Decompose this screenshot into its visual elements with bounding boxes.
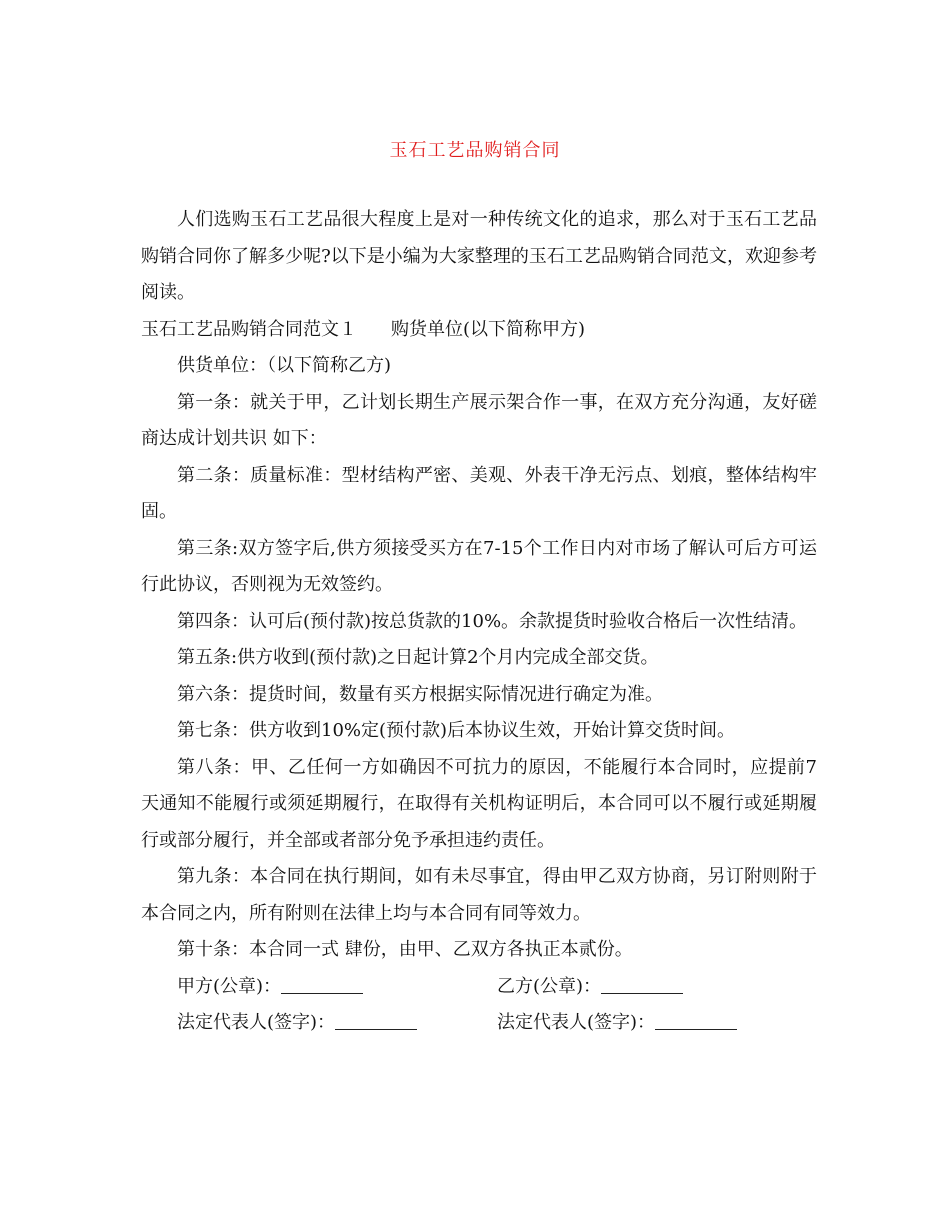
clause-7: 第七条：供方收到10%定(预付款)后本协议生效，开始计算交货时间。 (177, 720, 736, 741)
party-b-seal-blank (601, 977, 683, 994)
clause-6: 第六条：提货时间，数量有买方根据实际情况进行确定为准。 (177, 683, 663, 705)
intro-paragraph: 人们选购玉石工艺品很大程度上是对一种传统文化的追求，那么对于玉石工艺品购销合同你了解多少呢?以下是小编为大家整理的玉石工艺品购销合同范文，欢迎参考阅读。 (141, 209, 817, 303)
clause-9: 第九条：本合同在执行期间，如有未尽事宜，得由甲乙双方协商，另订附则附于本合同之内，所有附则在法律上均与本合同有同等效力。 (141, 866, 817, 924)
party-a-representative (177, 1005, 497, 1042)
sample-heading: 玉石工艺品购销合同范文１ (141, 318, 357, 340)
buyer-unit: 购货单位(以下简称甲方) (391, 318, 586, 340)
document-title: 玉石工艺品购销合同 (389, 140, 561, 161)
sample-heading-line (141, 312, 817, 349)
party-b-seal-label: 乙方(公章)： (497, 975, 602, 997)
representative-signature-row (141, 1005, 817, 1042)
party-a-rep-label: 法定代表人(签字)： (177, 1012, 336, 1033)
seal-signature-row (141, 969, 817, 1006)
clause-3: 第三条:双方签字后,供方须接受买方在7-15个工作日内对市场了解认可后方可运行此协议，否则视为无效签约。 (141, 537, 817, 595)
party-b-representative (497, 1005, 817, 1042)
clause-8: 第八条：甲、乙任何一方如确因不可抗力的原因，不能履行本合同时，应提前7天通知不能履行或须延期履行，在取得有关机构证明后，本合同可以不履行或延期履行或部分履行，并全部或者部分免予承担违约责任。 (141, 756, 817, 851)
document-body (141, 202, 817, 1042)
party-b-rep-label: 法定代表人(签字)： (497, 1012, 656, 1033)
clause-10: 第十条：本合同一式 肆份，由甲、乙双方各执正本贰份。 (177, 939, 633, 960)
party-b-rep-blank (655, 1013, 737, 1030)
party-a-seal (177, 969, 497, 1006)
party-a-seal-label: 甲方(公章)： (177, 975, 282, 997)
clause-1: 第一条：就关于甲，乙计划长期生产展示架合作一事，在双方充分沟通，友好磋商达成计划共识 如下： (141, 391, 817, 449)
party-a-rep-blank (335, 1013, 417, 1030)
clause-4: 第四条：认可后(预付款)按总货款的10%。余款提货时验收合格后一次性结清。 (177, 610, 808, 632)
clause-5: 第五条:供方收到(预付款)之日起计算2个月内完成全部交货。 (177, 647, 659, 668)
supplier-unit: 供货单位：（以下简称乙方) (177, 355, 392, 376)
party-b-seal (497, 969, 817, 1006)
party-a-seal-blank (281, 977, 363, 994)
clause-2: 第二条：质量标准：型材结构严密、美观、外表干净无污点、划痕，整体结构牢固。 (141, 464, 817, 522)
